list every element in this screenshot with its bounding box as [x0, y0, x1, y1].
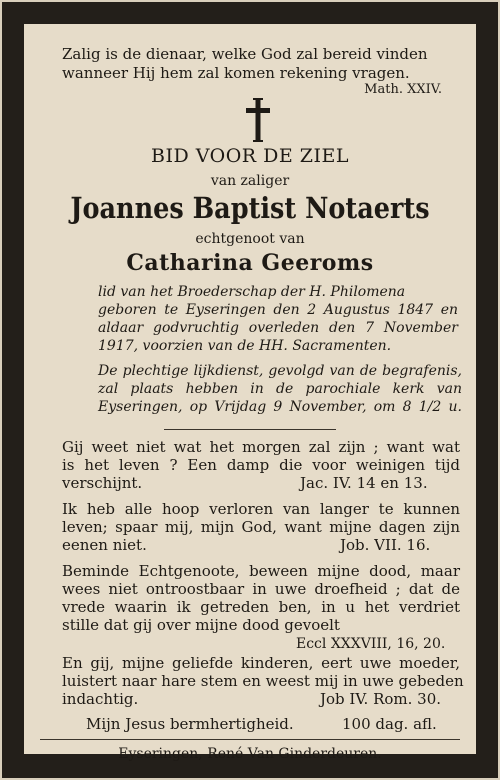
card-paper [24, 24, 476, 762]
indulgence-days: 100 dag. afl. [342, 715, 437, 733]
funeral-line-3: Eyseringen, op Vrijdag 9 November, om 8 1/2 u. [98, 399, 462, 415]
verse-1-ref: Jac. IV. 14 en 13. [300, 474, 428, 492]
verse-3-line-1: Beminde Echtgenoote, beween mijne dood, maar [62, 562, 460, 580]
verse-1-last: verschijnt. [62, 474, 143, 492]
bid-voor-de-ziel: BID VOOR DE ZIEL [151, 145, 349, 167]
bio-line-1: lid van het Broederschap der H. Philomena [98, 284, 406, 300]
verse-4-last: indachtig. [62, 690, 139, 708]
memorial-card [2, 2, 498, 778]
verse-2-line-2: leven; spaar mij, mijn God, want mijne dagen zijn [62, 518, 460, 536]
deceased-name: Joannes Baptist Notaerts [70, 191, 430, 225]
spouse-intro: echtgenoot van [195, 231, 305, 247]
verse-3-line-2: wees niet ontroostbaar in uwe droefheid ; dat de [62, 580, 460, 598]
spouse-name: Catharina Geeroms [126, 250, 374, 276]
divider-rule [164, 429, 336, 430]
verse-top-ref: Math. XXIV. [364, 82, 442, 97]
verse-2-last: eenen niet. [62, 536, 147, 554]
verse-2-line-1: Ik heb alle hoop verloren van langer te kunnen [62, 500, 460, 518]
verse-2-ref: Job. VII. 16. [340, 536, 431, 554]
funeral-line-1: De plechtige lijkdienst, gevolgd van de begrafenis, [98, 363, 462, 379]
verse-top-line-2: wanneer Hij hem zal komen rekening vragen. [62, 64, 410, 82]
bio-line-4: 1917, voorzien van de HH. Sacramenten. [98, 338, 392, 354]
verse-1-line-2: is het leven ? Een damp die voor weinigen tijd [62, 456, 460, 474]
verse-3-ref: Eccl XXXVIII, 16, 20. [296, 636, 446, 652]
verse-4-line-1: En gij, mijne geliefde kinderen, eert uwe moeder, [62, 654, 460, 672]
van-zaliger: van zaliger [210, 173, 290, 189]
verse-3-line-3: vrede waarin ik getreden ben, in u het verdriet [62, 598, 460, 616]
funeral-line-2: zal plaats hebben in de parochiale kerk van [98, 381, 462, 397]
indulgence-prayer: Mijn Jesus bermhertigheid. [86, 715, 294, 733]
verse-4-line-2: luistert naar hare stem en weest mij in uwe gebeden [62, 672, 464, 690]
verse-1-line-1: Gij weet niet wat het morgen zal zijn ; want wat [62, 438, 460, 456]
bio-line-2: geboren te Eyseringen den 2 Augustus 1847 en [98, 302, 458, 318]
verse-3-last: stille dat gij over mijne dood gevoelt [62, 616, 340, 634]
bottom-rule [40, 739, 460, 740]
printer-imprint: Eyseringen, René Van Ginderdeuren. [118, 746, 382, 762]
verse-4-ref: Job IV. Rom. 30. [320, 690, 442, 708]
cross-icon [246, 98, 270, 142]
verse-top-line-1: Zalig is de dienaar, welke God zal bereid vinden [62, 45, 428, 63]
bio-line-3: aldaar godvruchtig overleden den 7 November [98, 320, 458, 336]
